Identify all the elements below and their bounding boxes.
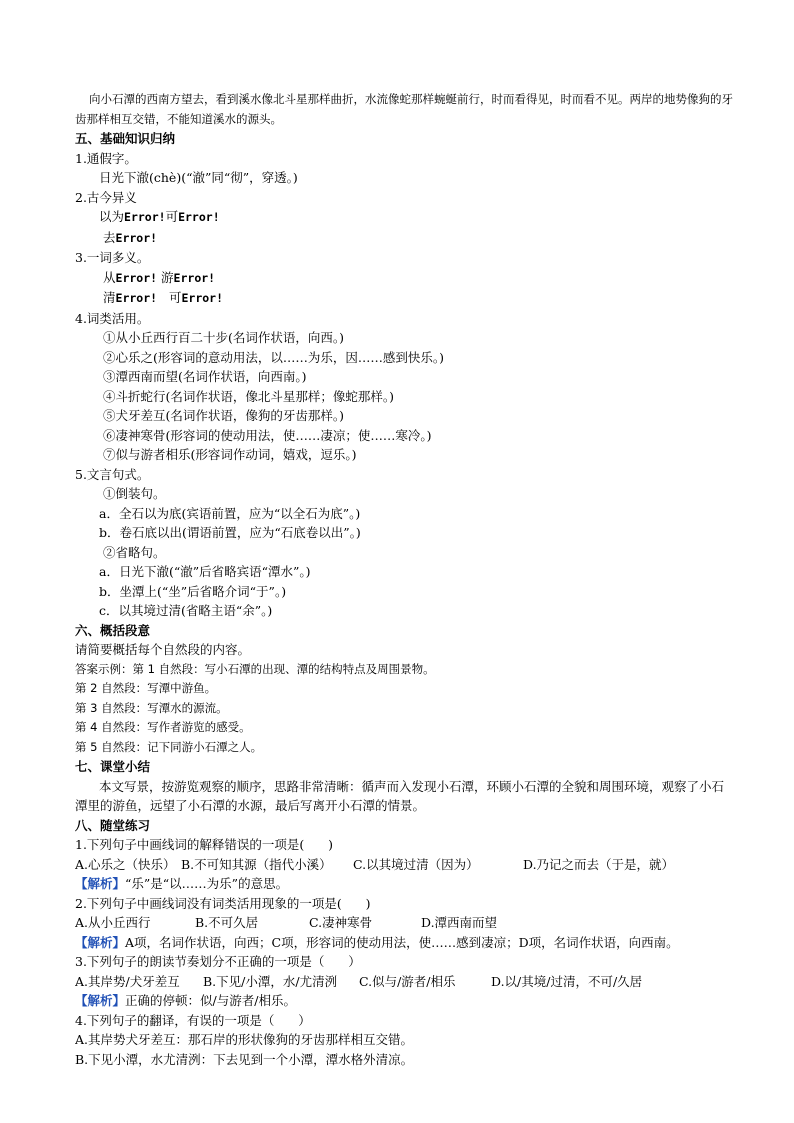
duoyi-line-2 [75,288,734,309]
duoyi-word-4: 可 [157,290,182,305]
option-a: A.心乐之（快乐） [75,856,176,872]
huoyong-item: ①从小丘西行百二十步(名词作状语，向西。) [103,330,345,345]
analysis-tag: 【解析】 [75,993,126,1008]
huoyong-item: ②心乐之(形容词的意动用法，以……为乐，因……感到快乐。) [103,349,445,365]
huoyong-item: ⑦似与游者相乐(形容词作动词，嬉戏，逗乐。) [103,447,357,462]
section-6-title: 六、概括段意 [75,622,151,638]
answer-line: 第 2 自然段：写潭中游鱼。 [75,681,217,695]
option-b: B.下见/小潭，水/尤清洌 [203,973,338,989]
option-d: D.乃记之而去（于是，就） [523,856,675,872]
daozhuang-item-a: a．全石以为底(宾语前置，应为“以全石为底”。) [99,505,361,521]
tongjia-item: 日光下澈(chè)(“澈”同“彻”，穿透。) [99,170,298,185]
question-3-analysis [75,991,734,1011]
answer-line: 第 3 自然段：写潭水的源流。 [75,700,228,715]
analysis-text: A项，名词作状语，向西；C项，形容词的使动用法，使……感到凄凉；D项，名词作状语，向西南。 [125,934,679,950]
tongjia-label: 1.通假字。 [75,150,137,166]
huoyong-item: ④斗折蛇行(名词作状语，像北斗星那样；像蛇那样。) [103,388,395,404]
shenglue-label: ②省略句。 [103,544,166,560]
option-b: B.不可知其源（指代小溪） [181,856,332,872]
answer-line: 答案示例：第 1 自然段：写小石潭的出现、潭的结构特点及周围景物。 [75,661,435,676]
duoyi-word-3: 清 [103,290,116,305]
analysis-text: 正确的停顿：似/与游者/相乐。 [125,993,296,1008]
duoyi-word-2: 游 [157,269,174,285]
duoyi-line-1 [75,268,734,289]
shenglue-item-a: a．日光下澈(“澈”后省略宾语“潭水”。) [99,564,311,579]
intro-paragraph: 向小石潭的西南方望去，看到溪水像北斗星那样曲折，水流像蛇那样蜿蜒前行，时而看得见，时而看不见。两岸的地势像狗的牙齿那样相互交错，不能知道溪水的源头。 [75,92,733,126]
question-2-analysis [75,933,734,953]
question-2-options [75,913,734,933]
section-5-title: 五、基础知识归纳 [75,131,176,146]
analysis-text: “乐”是“以……为乐”的意思。 [125,876,289,891]
question-1-stem: 1.下列句子中画线词的解释错误的一项是( ) [75,837,334,852]
answer-line: 第 4 自然段：写作者游览的感受。 [75,720,251,734]
duoyi-word-1: 从 [103,269,116,285]
section-6-prompt: 请简要概括每个自然段的内容。 [75,642,251,657]
option-a: A.从小丘西行 [75,915,151,930]
error-text: Error! [115,230,158,245]
error-text: Error! [181,291,224,305]
option-c: C.似与/游者/相乐 [359,973,456,989]
question-1-options [75,855,734,875]
error-text: Error! [178,210,220,224]
shenglue-item-c: c．以其境过清(省略主语“余”。) [99,603,273,618]
error-text: Error! [115,270,158,285]
option-a: A.其岸势/犬牙差互 [75,973,180,989]
question-4-stem: 4.下列句子的翻译，有误的一项是（ ） [75,1012,311,1028]
option-d: D.以/其境/过清，不可/久居 [491,973,643,989]
error-text: Error! [173,270,216,285]
section-7-title: 七、课堂小结 [75,759,151,774]
question-4-option-a: A.其岸势犬牙差互：那石岸的形状像狗的牙齿那样相互交错。 [75,1032,414,1047]
section-7-summary: 本文写景，按游览观察的顺序，思路非常清晰：循声而入发现小石潭，环顾小石潭的全貌和周围环境，观察了小石潭里的游鱼，远望了小石潭的水源，最后写离开小石潭的情景。 [75,778,725,813]
shenglue-item-b: b．坐潭上(“坐”后省略介词“于”。) [99,583,287,599]
huoyong-label: 4.词类活用。 [75,310,150,326]
error-text: Error! [124,210,166,224]
huoyong-item: ③潭西南而望(名词作状语，向西南。) [103,369,307,384]
huoyong-item: ⑤犬牙差互(名词作状语，像狗的牙齿那样。) [103,408,345,423]
guji-label: 2.古今异义 [75,189,137,205]
error-text: Error! [115,291,158,305]
analysis-tag: 【解析】 [75,934,126,950]
daozhuang-item-b: b．卷石底以出(谓语前置，应为“石底卷以出”。) [99,525,361,540]
guji-word-3: 去 [103,229,116,245]
jushi-label: 5.文言句式。 [75,466,150,482]
duoyi-label: 3.一词多义。 [75,250,150,265]
guji-line-2 [75,228,734,249]
daozhuang-label: ①倒装句。 [103,486,166,501]
question-3-stem: 3.下列句子的朗读节奏划分不正确的一项是（ ） [75,954,361,969]
question-1-analysis [75,874,734,894]
question-3-options [75,972,734,992]
option-b: B.不可久居 [195,915,259,930]
answer-line: 第 5 自然段：记下同游小石潭之人。 [75,739,263,754]
question-4-option-b: B.下见小潭，水尤清洌：下去见到一个小潭，潭水格外清凉。 [75,1051,414,1067]
section-8-title: 八、随堂练习 [75,817,151,833]
question-2-stem: 2.下列句子中画线词没有词类活用现象的一项是( ) [75,895,371,911]
guji-word-2: 可 [165,209,179,224]
guji-word-1: 以为 [99,209,125,224]
huoyong-item: ⑥凄神寒骨(形容词的使动用法，使……凄凉；使……寒冷。) [103,427,432,443]
option-c: C.以其境过清（因为） [353,856,479,872]
option-d: D.潭西南而望 [421,915,498,930]
analysis-tag: 【解析】 [75,876,126,891]
option-c: C.凄神寒骨 [309,915,373,930]
guji-line-1 [75,207,734,228]
